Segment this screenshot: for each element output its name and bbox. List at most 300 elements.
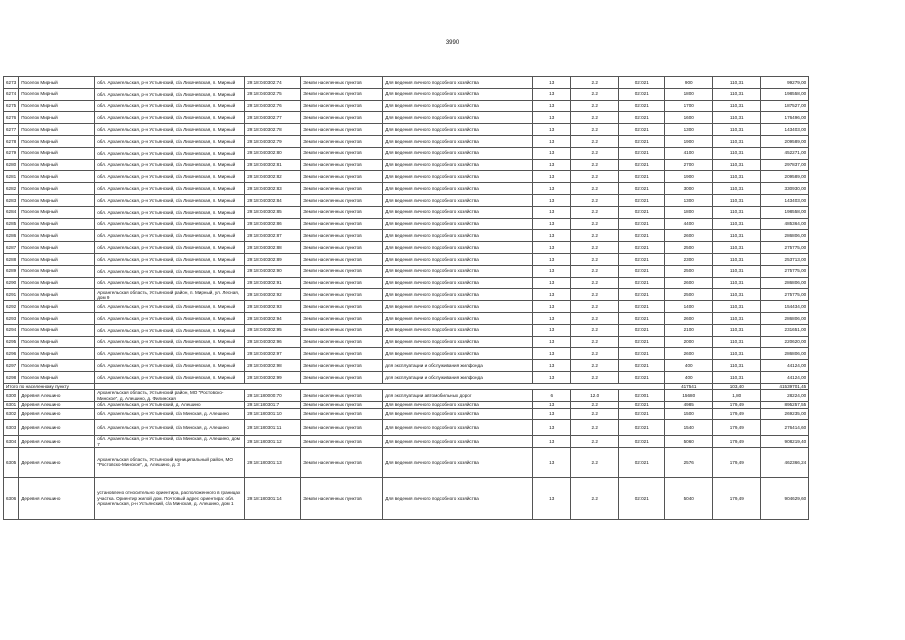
land-category-cell: Земли населенных пунктов	[301, 100, 383, 112]
group-cell: 2.2	[571, 124, 619, 136]
address-cell: обл. Архангельская, р-н Устьянский, с/а Лихачевская, п. Мирный	[95, 336, 245, 348]
cadastral-number-cell: 29:18:040302:86	[245, 218, 301, 230]
table-row	[4, 159, 809, 171]
permitted-use-cell: для эксплуатации автомобильных дорог	[383, 390, 533, 402]
land-category-cell: Земли населенных пунктов	[301, 301, 383, 313]
cadastral-value-cell: 253713,00	[761, 253, 809, 265]
address-cell: обл. Архангельская, р-н Устьянский, с/а Лихачевская, п. Мирный	[95, 277, 245, 289]
use-code-cell: 13	[533, 360, 571, 372]
land-category-cell: Земли населенных пунктов	[301, 448, 383, 478]
address-cell: обл. Архангельская, р-н Устьянский, с/а Минская, д. Алешино	[95, 420, 245, 436]
use-code-cell: 13	[533, 124, 571, 136]
use-code-cell: 13	[533, 265, 571, 277]
permitted-use-cell: Для ведения личного подсобного хозяйства	[383, 420, 533, 436]
address-cell: обл. Архангельская, р-н Устьянский, с/а Минская, д. Алешино	[95, 408, 245, 420]
zone-cell: 02:021	[619, 194, 665, 206]
use-code-cell: 13	[533, 88, 571, 100]
use-code-cell: 13	[533, 112, 571, 124]
seq-cell: 6293	[4, 312, 19, 324]
cadastral-value-cell: 276414,60	[761, 420, 809, 436]
rate-cell: 179,49	[713, 448, 761, 478]
land-category-cell: Земли населенных пунктов	[301, 253, 383, 265]
cadastral-number-cell: 29:18:040302:99	[245, 371, 301, 383]
group-cell: 2.2	[571, 253, 619, 265]
land-category-cell: Земли населенных пунктов	[301, 408, 383, 420]
rate-cell: 179,49	[713, 477, 761, 519]
group-cell: 2.2	[571, 77, 619, 89]
land-category-cell: Земли населенных пунктов	[301, 402, 383, 408]
address-cell: обл. Архангельская, р-н Устьянский, с/а Лихачевская, п. Мирный	[95, 348, 245, 360]
land-category-cell: Земли населенных пунктов	[301, 371, 383, 383]
rate-cell: 110,31	[713, 88, 761, 100]
table-row	[4, 171, 809, 183]
page-number: 3990	[445, 40, 460, 46]
address-cell: обл. Архангельская, р-н Устьянский, с/а Лихачевская, п. Мирный	[95, 183, 245, 195]
table-row	[4, 112, 809, 124]
seq-cell: 6292	[4, 301, 19, 313]
seq-cell: 6298	[4, 371, 19, 383]
land-category-cell: Земли населенных пунктов	[301, 171, 383, 183]
group-cell: 12.0	[571, 390, 619, 402]
cadastral-value-cell: 209589,00	[761, 171, 809, 183]
zone-cell: 02:021	[619, 206, 665, 218]
use-code-cell: 13	[533, 371, 571, 383]
seq-cell: 6300	[4, 390, 19, 402]
table-row	[4, 206, 809, 218]
settlement-cell: Деревня Алешино	[19, 420, 95, 436]
seq-cell: 6281	[4, 171, 19, 183]
settlement-cell: Поселок Мирный	[19, 171, 95, 183]
land-category-cell: Земли населенных пунктов	[301, 218, 383, 230]
zone-cell: 02:021	[619, 371, 665, 383]
permitted-use-cell: Для ведения личного подсобного хозяйства	[383, 124, 533, 136]
permitted-use-cell: Для ведения личного подсобного хозяйства	[383, 77, 533, 89]
table-row	[4, 289, 809, 301]
zone-cell: 02:021	[619, 408, 665, 420]
permitted-use-cell: Для ведения личного подсобного хозяйства	[383, 242, 533, 254]
group-cell: 2.2	[571, 88, 619, 100]
table-row	[4, 336, 809, 348]
settlement-cell: Поселок Мирный	[19, 289, 95, 301]
rate-cell: 110,31	[713, 159, 761, 171]
zone-cell: 02:021	[619, 324, 665, 336]
land-category-cell: Земли населенных пунктов	[301, 88, 383, 100]
settlement-cell: Поселок Мирный	[19, 88, 95, 100]
settlement-cell: Поселок Мирный	[19, 124, 95, 136]
cadastral-number-cell: 29:18:040302:98	[245, 360, 301, 372]
permitted-use-cell: для эксплуатации и обслуживания жилфонда	[383, 371, 533, 383]
rate-cell: 110,31	[713, 206, 761, 218]
area-cell: 1300	[665, 194, 713, 206]
use-code-cell: 13	[533, 420, 571, 436]
land-category-cell: Земли населенных пунктов	[301, 77, 383, 89]
group-cell: 2.2	[571, 206, 619, 218]
cadastral-value-cell: 904629,60	[761, 477, 809, 519]
permitted-use-cell: Для ведения личного подсобного хозяйства	[383, 348, 533, 360]
cadastral-number-cell: 29:18:040302:77	[245, 112, 301, 124]
address-cell: обл. Архангельская, р-н Устьянский, с/а Лихачевская, п. Мирный	[95, 135, 245, 147]
table-row	[4, 194, 809, 206]
seq-cell: 6304	[4, 436, 19, 448]
area-cell: 2600	[665, 277, 713, 289]
zone-cell: 02:021	[619, 135, 665, 147]
area-cell: 15680	[665, 390, 713, 402]
rate-cell: 110,31	[713, 147, 761, 159]
rate-cell: 110,31	[713, 360, 761, 372]
address-cell: обл. Архангельская, р-н Устьянский, с/а Лихачевская, п. Мирный	[95, 88, 245, 100]
settlement-cell: Поселок Мирный	[19, 112, 95, 124]
table-row	[4, 124, 809, 136]
settlement-cell: Поселок Мирный	[19, 230, 95, 242]
use-code-cell: 13	[533, 230, 571, 242]
table-row	[4, 448, 809, 478]
table-row	[4, 420, 809, 436]
table-row	[4, 301, 809, 313]
rate-cell: 1,80	[713, 390, 761, 402]
seq-cell: 6306	[4, 477, 19, 519]
permitted-use-cell: Для ведения личного подсобного хозяйства	[383, 265, 533, 277]
land-category-cell: Земли населенных пунктов	[301, 348, 383, 360]
rate-cell: 110,31	[713, 348, 761, 360]
zone-cell: 02:021	[619, 402, 665, 408]
cadastral-value-cell: 462366,24	[761, 448, 809, 478]
table-row	[4, 230, 809, 242]
cadastral-number-cell: 29:18:040302:82	[245, 171, 301, 183]
table-row	[4, 183, 809, 195]
cadastral-value-cell: 99279,00	[761, 77, 809, 89]
group-cell: 2.2	[571, 371, 619, 383]
zone-cell: 02:021	[619, 312, 665, 324]
area-cell: 2500	[665, 242, 713, 254]
area-cell: 1900	[665, 171, 713, 183]
seq-cell: 6284	[4, 206, 19, 218]
rate-cell: 110,31	[713, 289, 761, 301]
cadastral-number-cell: 29:18:180301:11	[245, 420, 301, 436]
land-category-cell: Земли населенных пунктов	[301, 124, 383, 136]
land-category-cell: Земли населенных пунктов	[301, 336, 383, 348]
address-cell: обл. Архангельская, р-н Устьянский, с/а Лихачевская, п. Мирный	[95, 206, 245, 218]
cadastral-number-cell: 29:18:180301:10	[245, 408, 301, 420]
area-cell: 1800	[665, 88, 713, 100]
use-code-cell: 13	[533, 289, 571, 301]
permitted-use-cell: Для ведения личного подсобного хозяйства	[383, 324, 533, 336]
cadastral-number-cell: 29:18:040302:81	[245, 159, 301, 171]
cadastral-value-cell: 895257,55	[761, 402, 809, 408]
zone-cell: 02:021	[619, 360, 665, 372]
area-cell: 4100	[665, 147, 713, 159]
zone-cell: 02:021	[619, 171, 665, 183]
cadastral-number-cell: 29:18:040302:76	[245, 100, 301, 112]
settlement-cell: Поселок Мирный	[19, 360, 95, 372]
land-category-cell: Земли населенных пунктов	[301, 436, 383, 448]
address-cell: Архангельская область, Устьянский район, п. Мирный, ул. Лесная, дом 9	[95, 289, 245, 301]
settlement-cell: Поселок Мирный	[19, 371, 95, 383]
cadastral-number-cell: 29:18:040302:89	[245, 253, 301, 265]
permitted-use-cell: Для ведения личного подсобного хозяйства	[383, 448, 533, 478]
group-cell: 2.2	[571, 420, 619, 436]
rate-cell: 110,31	[713, 253, 761, 265]
use-code-cell: 13	[533, 336, 571, 348]
settlement-cell: Деревня Алешино	[19, 477, 95, 519]
permitted-use-cell: Для ведения личного подсобного хозяйства	[383, 112, 533, 124]
cadastral-value-cell: 209589,00	[761, 135, 809, 147]
cadastral-number-cell: 29:18:180301:7	[245, 402, 301, 408]
settlement-cell: Поселок Мирный	[19, 312, 95, 324]
cadastral-value-cell: 269235,00	[761, 408, 809, 420]
seq-cell: 6277	[4, 124, 19, 136]
group-cell: 2.2	[571, 171, 619, 183]
seq-cell: 6287	[4, 242, 19, 254]
table-row	[4, 242, 809, 254]
cadastral-number-cell: 29:18:040302:93	[245, 301, 301, 313]
area-cell: 2000	[665, 336, 713, 348]
permitted-use-cell: Для ведения личного подсобного хозяйства	[383, 88, 533, 100]
area-cell: 1800	[665, 206, 713, 218]
use-code-cell: 13	[533, 402, 571, 408]
group-cell: 2.2	[571, 436, 619, 448]
group-cell: 2.2	[571, 289, 619, 301]
address-cell: обл. Архангельская, р-н Устьянский, с/а Лихачевская, п. Мирный	[95, 312, 245, 324]
use-code-cell: 13	[533, 324, 571, 336]
table-row	[4, 371, 809, 383]
rate-cell: 110,31	[713, 112, 761, 124]
zone-cell: 02:021	[619, 230, 665, 242]
seq-cell: 6305	[4, 448, 19, 478]
permitted-use-cell: Для ведения личного подсобного хозяйства	[383, 230, 533, 242]
zone-cell: 02:021	[619, 436, 665, 448]
area-cell: 400	[665, 371, 713, 383]
address-cell: обл. Архангельская, р-н Устьянский, с/а Лихачевская, п. Мирный	[95, 171, 245, 183]
cadastral-number-cell: 29:18:040302:87	[245, 230, 301, 242]
cadastral-number-cell: 29:18:180301:12	[245, 436, 301, 448]
rate-cell: 179,49	[713, 408, 761, 420]
land-category-cell: Земли населенных пунктов	[301, 390, 383, 402]
seq-cell: 6289	[4, 265, 19, 277]
land-category-cell: Земли населенных пунктов	[301, 312, 383, 324]
cadastral-value-cell: 220620,00	[761, 336, 809, 348]
seq-cell: 6274	[4, 88, 19, 100]
seq-cell: 6294	[4, 324, 19, 336]
use-code-cell: 13	[533, 147, 571, 159]
table-row	[4, 88, 809, 100]
land-category-cell: Земли населенных пунктов	[301, 112, 383, 124]
group-cell: 2.2	[571, 265, 619, 277]
settlement-cell: Поселок Мирный	[19, 135, 95, 147]
group-cell: 2.2	[571, 301, 619, 313]
cadastral-value-cell: 275775,00	[761, 265, 809, 277]
zone-cell: 02:021	[619, 159, 665, 171]
settlement-cell: Деревня Алешино	[19, 402, 95, 408]
table-row	[4, 360, 809, 372]
address-cell: обл. Архангельская, р-н Устьянский, с/а Лихачевская, п. Мирный	[95, 242, 245, 254]
permitted-use-cell: Для ведения личного подсобного хозяйства	[383, 194, 533, 206]
table-row	[4, 135, 809, 147]
address-cell: обл. Архангельская, р-н Устьянский, с/а Лихачевская, п. Мирный	[95, 324, 245, 336]
settlement-cell: Поселок Мирный	[19, 242, 95, 254]
address-cell: обл. Архангельская, р-н Устьянский, с/а Лихачевская, п. Мирный	[95, 124, 245, 136]
area-cell: 1900	[665, 135, 713, 147]
cadastral-number-cell: 29:18:040302:88	[245, 242, 301, 254]
seq-cell: 6295	[4, 336, 19, 348]
group-cell: 2.2	[571, 100, 619, 112]
use-code-cell: 13	[533, 253, 571, 265]
address-cell: Архангельская область, Устьянский муниципальный район, МО "Ростовско-Минское", д. Алешино, д. 3	[95, 448, 245, 478]
address-cell: обл. Архангельская, р-н Устьянский, с/а Лихачевская, п. Мирный	[95, 112, 245, 124]
settlement-cell: Поселок Мирный	[19, 277, 95, 289]
group-cell: 2.2	[571, 477, 619, 519]
area-cell: 4400	[665, 218, 713, 230]
rate-cell: 110,31	[713, 265, 761, 277]
zone-cell: 02:021	[619, 88, 665, 100]
address-cell: обл. Архангельская, р-н Устьянский, с/а Лихачевская, п. Мирный	[95, 194, 245, 206]
settlement-cell: Поселок Мирный	[19, 77, 95, 89]
cadastral-value-cell: 330930,00	[761, 183, 809, 195]
settlement-cell: Поселок Мирный	[19, 336, 95, 348]
cadastral-value-cell: 286806,00	[761, 277, 809, 289]
area-cell: 2500	[665, 289, 713, 301]
table-row	[4, 477, 809, 519]
cadastral-value-cell: 275775,00	[761, 242, 809, 254]
cadastral-number-cell: 29:18:180301:14	[245, 477, 301, 519]
cadastral-number-cell: 29:18:040302:95	[245, 324, 301, 336]
permitted-use-cell: Для ведения личного подсобного хозяйства	[383, 402, 533, 408]
permitted-use-cell: Для ведения личного подсобного хозяйства	[383, 206, 533, 218]
permitted-use-cell: Для ведения личного подсобного хозяйства	[383, 147, 533, 159]
table-row	[4, 402, 809, 408]
cadastral-number-cell: 29:18:040302:85	[245, 206, 301, 218]
seq-cell: 6297	[4, 360, 19, 372]
permitted-use-cell: Для ведения личного подсобного хозяйства	[383, 253, 533, 265]
area-cell: 1500	[665, 408, 713, 420]
seq-cell: 6279	[4, 147, 19, 159]
permitted-use-cell: Для ведения личного подсобного хозяйства	[383, 135, 533, 147]
rate-cell: 110,31	[713, 183, 761, 195]
address-cell: Архангельская область, Устьянский район, МО "Ростовско-Минское", д. Алешино, д. Филинская	[95, 390, 245, 402]
total-area: 417541	[665, 383, 713, 390]
settlement-cell: Деревня Алешино	[19, 408, 95, 420]
address-cell: обл. Архангельская, р-н Устьянский, с/а Лихачевская, п. Мирный	[95, 218, 245, 230]
zone-cell: 02:021	[619, 100, 665, 112]
table-row	[4, 390, 809, 402]
cadastral-number-cell: 29:18:040302:80	[245, 147, 301, 159]
rate-cell: 110,31	[713, 100, 761, 112]
zone-cell: 02:021	[619, 301, 665, 313]
permitted-use-cell: Для ведения личного подсобного хозяйства	[383, 183, 533, 195]
use-code-cell: 13	[533, 348, 571, 360]
cadastral-number-cell: 29:18:040302:74	[245, 77, 301, 89]
area-cell: 2300	[665, 253, 713, 265]
table-row	[4, 348, 809, 360]
area-cell: 2700	[665, 159, 713, 171]
rate-cell: 110,31	[713, 135, 761, 147]
address-cell: обл. Архангельская, р-н Устьянский, с/а Лихачевская, п. Мирный	[95, 147, 245, 159]
table-row	[4, 147, 809, 159]
cadastral-number-cell: 29:18:040302:92	[245, 289, 301, 301]
cadastral-value-cell: 143403,00	[761, 194, 809, 206]
cadastral-value-cell: 452271,00	[761, 147, 809, 159]
group-cell: 2.2	[571, 277, 619, 289]
cadastral-number-cell: 29:18:040302:84	[245, 194, 301, 206]
address-cell: обл. Архангельская, р-н Устьянский, с/а Лихачевская, п. Мирный	[95, 265, 245, 277]
group-cell: 2.2	[571, 194, 619, 206]
table-row	[4, 253, 809, 265]
area-cell: 400	[665, 360, 713, 372]
rate-cell: 179,49	[713, 420, 761, 436]
land-category-cell: Земли населенных пунктов	[301, 135, 383, 147]
area-cell: 4985	[665, 402, 713, 408]
land-category-cell: Земли населенных пунктов	[301, 289, 383, 301]
group-cell: 2.2	[571, 183, 619, 195]
table-row	[4, 408, 809, 420]
zone-cell: 02:021	[619, 147, 665, 159]
settlement-cell: Поселок Мирный	[19, 324, 95, 336]
area-cell: 2600	[665, 230, 713, 242]
group-cell: 2.2	[571, 112, 619, 124]
cadastral-value-cell: 485364,00	[761, 218, 809, 230]
zone-cell: 02:021	[619, 253, 665, 265]
table-row	[4, 312, 809, 324]
group-cell: 2.2	[571, 135, 619, 147]
use-code-cell: 13	[533, 135, 571, 147]
group-cell: 2.2	[571, 312, 619, 324]
total-value: 41539701,45	[761, 383, 809, 390]
use-code-cell: 13	[533, 448, 571, 478]
area-cell: 1400	[665, 301, 713, 313]
area-cell: 2600	[665, 348, 713, 360]
area-cell: 5040	[665, 477, 713, 519]
zone-cell: 02:021	[619, 218, 665, 230]
group-cell: 2.2	[571, 348, 619, 360]
permitted-use-cell: Для ведения личного подсобного хозяйства	[383, 277, 533, 289]
seq-cell: 6303	[4, 420, 19, 436]
address-cell: обл. Архангельская, р-н Устьянский, с/а Лихачевская, п. Мирный	[95, 100, 245, 112]
rate-cell: 110,31	[713, 312, 761, 324]
settlement-cell: Поселок Мирный	[19, 218, 95, 230]
group-cell: 2.2	[571, 218, 619, 230]
area-cell: 2600	[665, 312, 713, 324]
seq-cell: 6282	[4, 183, 19, 195]
area-cell: 1600	[665, 112, 713, 124]
rate-cell: 110,31	[713, 194, 761, 206]
area-cell: 1540	[665, 420, 713, 436]
permitted-use-cell: Для ведения личного подсобного хозяйства	[383, 159, 533, 171]
zone-cell: 02:021	[619, 289, 665, 301]
area-cell: 1700	[665, 100, 713, 112]
cadastral-value-cell: 286806,00	[761, 230, 809, 242]
cadastral-number-cell: 29:18:040302:97	[245, 348, 301, 360]
table-body-aleshino	[4, 390, 809, 520]
address-cell: обл. Архангельская, р-н Устьянский, с/а Лихачевская, п. Мирный	[95, 230, 245, 242]
zone-cell: 02:021	[619, 336, 665, 348]
cadastral-value-cell: 198558,00	[761, 88, 809, 100]
land-category-cell: Земли населенных пунктов	[301, 159, 383, 171]
cadastral-value-cell: 198558,00	[761, 206, 809, 218]
land-category-cell: Земли населенных пунктов	[301, 324, 383, 336]
cadastral-value-cell: 286806,00	[761, 312, 809, 324]
area-cell: 2100	[665, 324, 713, 336]
address-cell: обл. Архангельская, р-н Устьянский, д. Алешино	[95, 402, 245, 408]
zone-cell: 02:021	[619, 265, 665, 277]
group-cell: 2.2	[571, 336, 619, 348]
cadastral-value-cell: 187527,00	[761, 100, 809, 112]
use-code-cell: 13	[533, 183, 571, 195]
cadastral-number-cell: 29:18:180301:13	[245, 448, 301, 478]
permitted-use-cell: Для ведения личного подсобного хозяйства	[383, 289, 533, 301]
land-category-cell: Земли населенных пунктов	[301, 194, 383, 206]
address-cell: обл. Архангельская, р-н Устьянский, с/а Лихачевская, п. Мирный	[95, 77, 245, 89]
land-category-cell: Земли населенных пунктов	[301, 147, 383, 159]
rate-cell: 110,31	[713, 230, 761, 242]
